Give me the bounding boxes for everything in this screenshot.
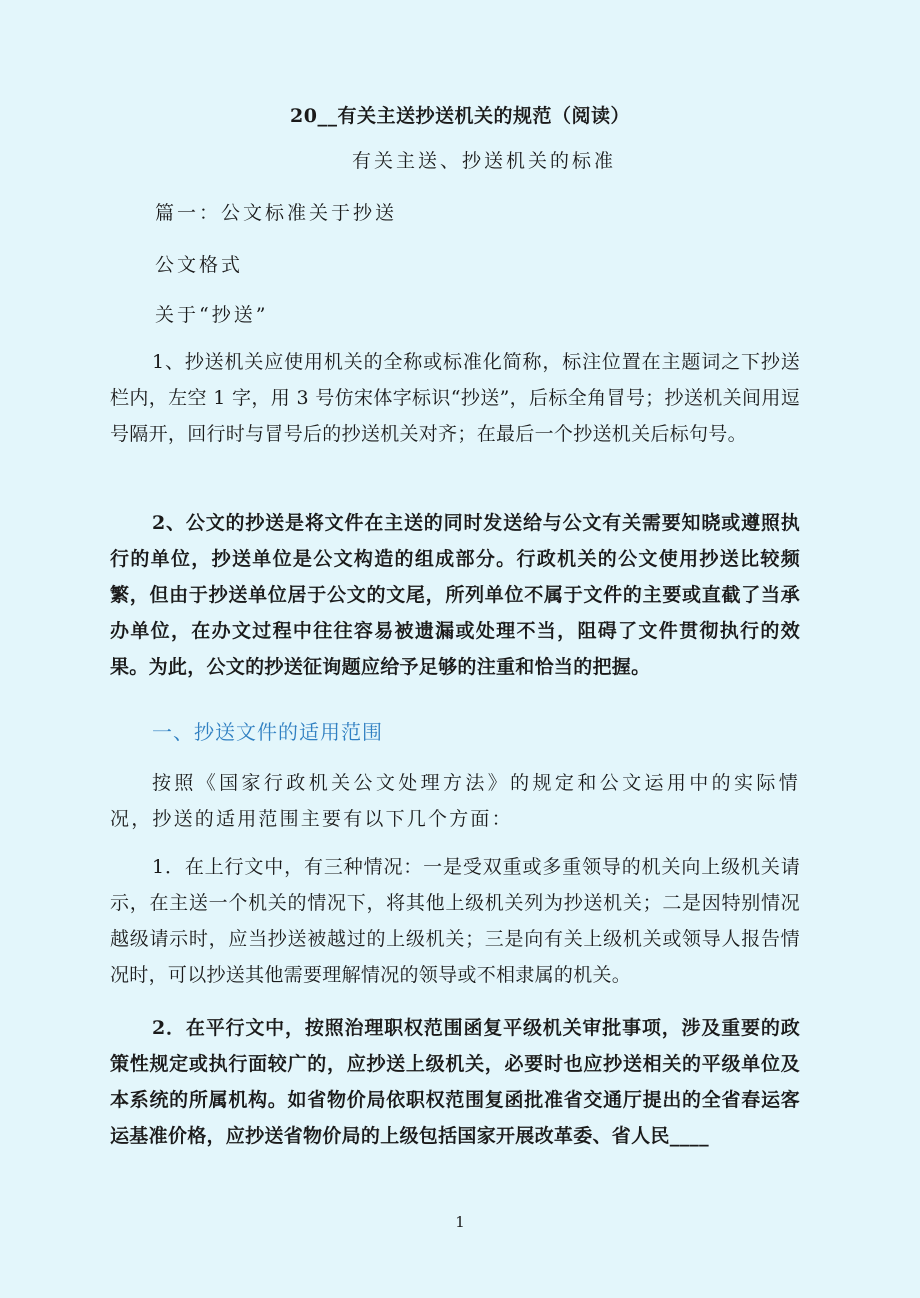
section-heading: 公文格式 [155,254,244,276]
paragraph-2: 2、公文的抄送是将文件在主送的同时发送给与公文有关需要知晓或遵照执行的单位，抄送单位是公文构造的组成部分。行政机关的公文使用抄送比较频繁，但由于抄送单位居于公文的文尾，所列单位不属于文件的主要或直截了当承办单位，在办文过程中往往容易被遗漏或处理不当，阻碍了文件贯彻执行的效果。为此，公文的抄送征询题应给予足够的注重和恰当的把握。 [110,512,800,678]
document-subtitle: 有关主送、抄送机关的标准 [352,150,617,172]
blue-heading: 一、抄送文件的适用范围 [152,720,383,744]
paragraph-1: 1、抄送机关应使用机关的全称或标准化简称，标注位置在主题词之下抄送栏内，左空 1 字，用 3 号仿宋体字标识“抄送”，后标全角冒号；抄送机关间用逗号隔开，回行时与冒号后的抄送机关对齐；在最后一个抄送机关后标句号。 [110,351,800,445]
section-heading: 关于“抄送” [155,304,269,326]
document-title: 20__有关主送抄送机关的规范（阅读） [290,105,630,127]
paragraph-4: 1．在上行文中，有三种情况：一是受双重或多重领导的机关向上级机关请示，在主送一个机关的情况下，将其他上级机关列为抄送机关；二是因特别情况越级请示时，应当抄送被越过的上级机关；三是向有关上级机关或领导人报告情况时，可以抄送其他需要理解情况的领导或不相隶属的机关。 [110,856,800,986]
page-number: 1 [455,1213,465,1231]
section-heading: 篇一：公文标准关于抄送 [155,202,398,224]
paragraph-5: 2．在平行文中，按照治理职权范围函复平级机关审批事项，涉及重要的政策性规定或执行面较广的，应抄送上级机关，必要时也应抄送相关的平级单位及本系统的所属机构。如省物价局依职权范围复函批准省交通厅提出的全省春运客运基准价格，应抄送省物价局的上级包括国家开展改革委、省人民____ [110,1017,800,1147]
paragraph-3: 按照《国家行政机关公文处理方法》的规定和公文运用中的实际情况，抄送的适用范围主要有以下几个方面： [110,772,800,830]
